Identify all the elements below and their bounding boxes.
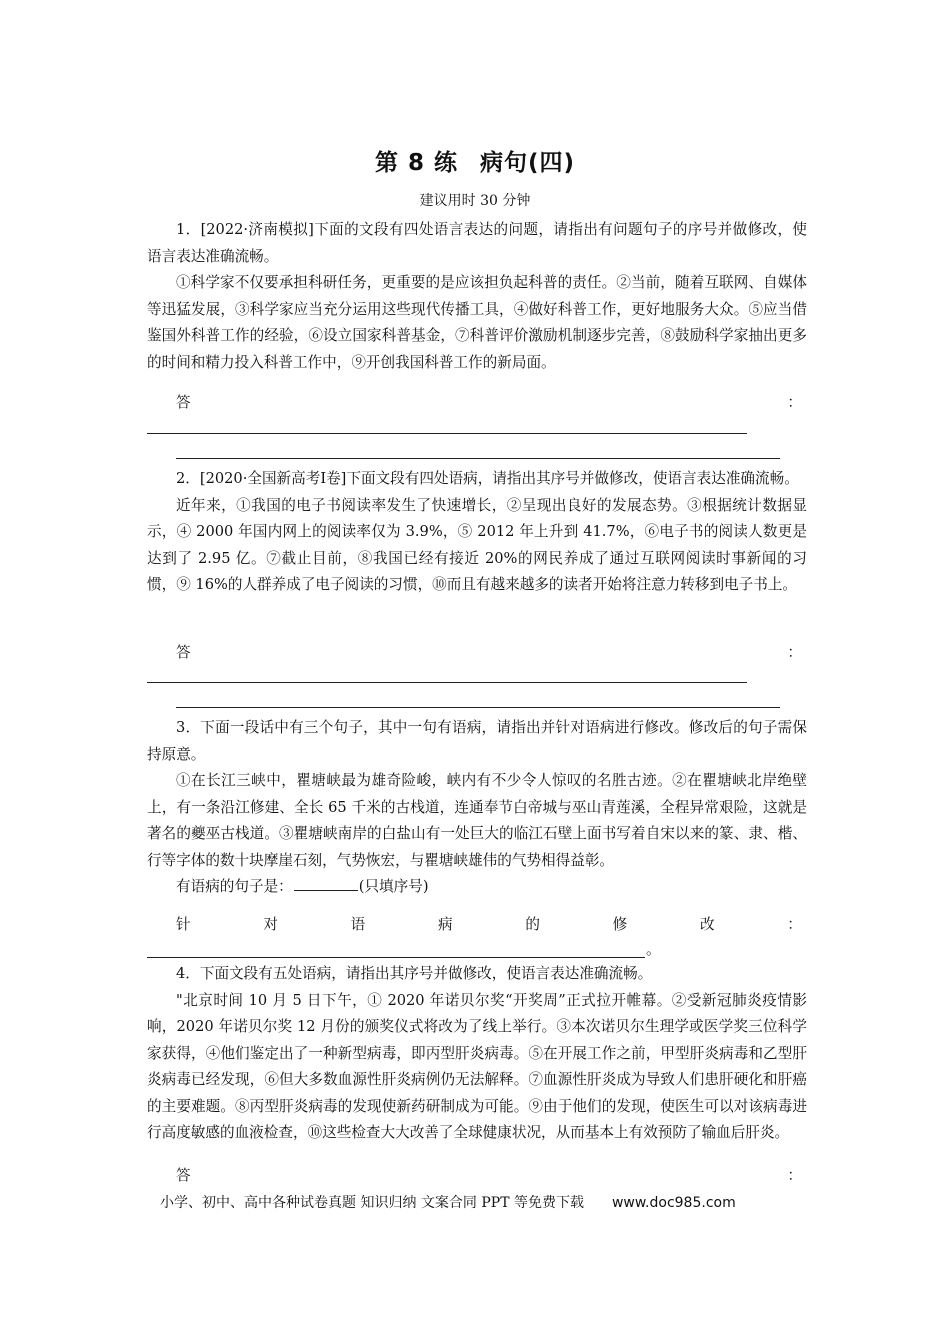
answer-line[interactable] — [176, 707, 780, 708]
question-4-answer-row — [176, 1164, 802, 1188]
title-topic: 病句(四) — [480, 150, 576, 176]
answer-colon: ： — [787, 644, 802, 661]
question-1-stem: 1．[2022·济南模拟]下面的文段有四处语言表达的问题，请指出有问题句子的序号并做修改，使语言表达准确流畅。 — [147, 221, 807, 265]
question-1-answer-row — [176, 391, 802, 415]
question-4-passage: "北京时间 10 月 5 日下午，① 2020 年诺贝尔奖“开奖周”正式拉开帷幕。②受新冠肺炎疫情影响，2020 年诺贝尔奖 12 月份的颁奖仪式将改为了线上举行。③本次诺贝尔生理学或医学奖三位科学家获得，④他们鉴定出了一种新型病毒，即丙型肝炎病毒。⑤在开展工作之前，甲型肝炎病毒和乙型肝炎病毒已经发现，⑥但大多数血源性肝炎病例仍无法解释。⑦血源性肝炎成为导致人们患肝硬化和肝癌的主要难题。⑧丙型肝炎病毒的发现使新药研制成为可能。⑨由于他们的发现，使医生可以对该病毒进行高度敏感的血液检查，⑩这些检查大大改善了全球健康状况，从而基本上有效预防了输血后肝炎。 — [147, 991, 807, 1141]
modify-char: 病 — [437, 916, 453, 933]
answer-label: 答 — [176, 394, 191, 411]
question-3-fill — [147, 874, 807, 901]
modify-char: 对 — [263, 916, 278, 933]
answer-colon: ： — [787, 394, 802, 411]
fill-blank[interactable] — [294, 876, 358, 891]
answer-line[interactable] — [176, 458, 780, 459]
question-3-passage: ①在长江三峡中，瞿塘峡最为雄奇险峻，峡内有不少令人惊叹的名胜古迹。②在瞿塘峡北岸绝壁上，有一条沿江修建、全长 65 千米的古栈道，连通奉节白帝城与巫山青莲溪，全程异常艰险，这就是著名的夔巫古栈道。③瞿塘峡南岸的白盐山有一处巨大的临江石壁上面书写着自宋以来的篆、隶、楷、行等字体的数十块摩崖石刻，气势恢宏，与瞿塘峡雄伟的气势相得益彰。 — [147, 772, 807, 869]
answer-period: 。 — [646, 941, 661, 958]
footer-text: 小学、初中、高中各种试卷真题 知识归纳 文案合同 PPT 等免费下载 — [160, 1195, 584, 1211]
answer-label: 答 — [176, 644, 191, 661]
title-lesson: 第 8 练 — [374, 150, 458, 176]
question-4 — [147, 961, 807, 1147]
question-4-stem: 4．下面文段有五处语病，请指出其序号并做修改，使语言表达准确流畅。 — [176, 965, 653, 982]
question-2 — [147, 466, 807, 599]
fill-suffix: (只填序号) — [358, 878, 429, 895]
answer-label: 答 — [176, 1167, 191, 1184]
answer-line[interactable] — [147, 682, 747, 683]
modify-char: 针 — [176, 916, 191, 933]
answer-colon: ： — [787, 1167, 802, 1184]
page-footer — [160, 1192, 736, 1212]
question-1-passage: ①科学家不仅要承担科研任务，更重要的是应该担负起科普的责任。②当前，随着互联网、自媒体等迅猛发展，③科学家应当充分运用这些现代传播工具，④做好科普工作，更好地服务大众。⑤应当借鉴国外科普工作的经验，⑥设立国家科普基金，⑦科普评价激励机制逐步完善，⑧鼓励科学家抽出更多的时间和精力投入科普工作中，⑨开创我国科普工作的新局面。 — [147, 274, 807, 371]
question-3-stem: 3．下面一段话中有三个句子，其中一句有语病，请指出并针对语病进行修改。修改后的句子需保持原意。 — [147, 719, 807, 763]
question-2-answer-row — [176, 641, 802, 665]
question-3 — [147, 715, 807, 901]
modify-char: ： — [787, 916, 802, 933]
suggested-time: 建议用时 30 分钟 — [419, 193, 531, 209]
answer-line[interactable] — [147, 957, 645, 958]
question-2-stem: 2．[2020·全国新高考Ⅰ卷]下面文段有四处语病，请指出其序号并做修改，使语言表达准确流畅。 — [176, 470, 799, 487]
question-1 — [147, 217, 807, 376]
modify-char: 语 — [350, 916, 366, 933]
modify-char: 修 — [612, 916, 628, 933]
fill-prefix: 有语病的句子是： — [176, 878, 293, 895]
footer-site-link[interactable]: www.doc985.com — [611, 1195, 736, 1211]
page-title — [0, 144, 950, 177]
question-2-passage: 近年来，①我国的电子书阅读率发生了快速增长，②呈现出良好的发展态势。③根据统计数据显示，④ 2000 年国内网上的阅读率仅为 3.9%，⑤ 2012 年上升到 41.7%，⑥电子书的阅读人数更是达到了 2.95 亿。⑦截止目前，⑧我国已经有接近 20%的网民养成了通过互联网阅读时事新闻的习惯，⑨ 16%的人群养成了电子阅读的习惯，⑩而且有越来越多的读者开始将注意力转移到电子书上。 — [147, 496, 807, 593]
modify-char: 改 — [699, 916, 715, 933]
question-3-modify-row — [176, 913, 802, 934]
answer-line[interactable] — [147, 433, 747, 434]
modify-char: 的 — [525, 916, 540, 933]
